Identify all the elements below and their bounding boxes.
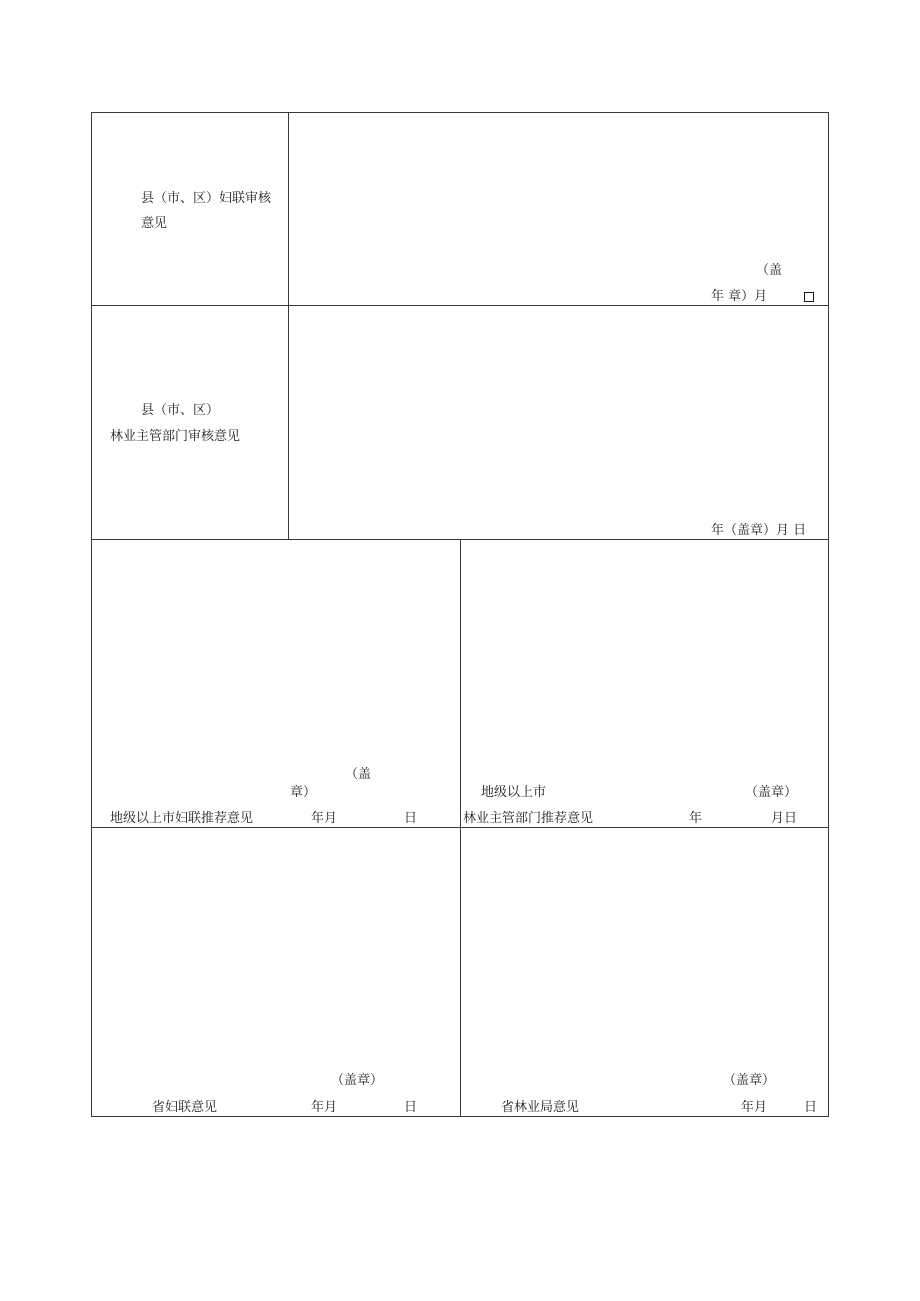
section3-right-label-line2: 林业主管部门推荐意见: [463, 811, 594, 826]
section1-label-line1: 县（市、区）妇联审核: [141, 191, 272, 206]
section4-left-seal: （盖章）: [331, 1073, 384, 1088]
label-column-divider: [288, 112, 289, 540]
section4-right-year-month: 年月: [741, 1100, 768, 1115]
section4-right-seal: （盖章）: [723, 1073, 776, 1088]
section3-left-seal-open: （盖: [345, 767, 372, 782]
section2-label-line1: 县（市、区）: [141, 403, 220, 418]
section4-left-day: 日: [404, 1100, 418, 1115]
section2-label-line2: 林业主管部门审核意见: [110, 429, 241, 444]
section1-label-line2: 意见: [141, 216, 168, 231]
section1-date-line: 年 章）月: [711, 289, 768, 304]
form-top-border: [91, 112, 829, 113]
section4-right-day: 日: [804, 1100, 818, 1115]
section2-date-line: 年（盖章）月 日: [711, 523, 807, 538]
section4-left-label: 省妇联意见: [152, 1100, 218, 1115]
half-column-divider: [460, 539, 461, 1117]
section4-left-year-month: 年月: [311, 1100, 338, 1115]
section3-right-seal: （盖章）: [745, 785, 798, 800]
form-left-border: [91, 112, 92, 1117]
section3-right-month-day: 月日: [771, 811, 798, 826]
section3-left-seal-close: 章）: [290, 785, 317, 800]
section3-right-year: 年: [689, 811, 703, 826]
section4-right-label: 省林业局意见: [501, 1100, 580, 1115]
section3-left-label: 地级以上市妇联推荐意见: [110, 811, 254, 826]
section1-seal-open: （盖: [756, 263, 783, 278]
section3-left-day: 日: [404, 811, 418, 826]
section1-checkbox-icon: [804, 292, 814, 302]
section3-right-label-line1: 地级以上市: [481, 785, 547, 800]
form-right-border: [828, 112, 829, 1117]
section3-left-year-month: 年月: [311, 811, 338, 826]
